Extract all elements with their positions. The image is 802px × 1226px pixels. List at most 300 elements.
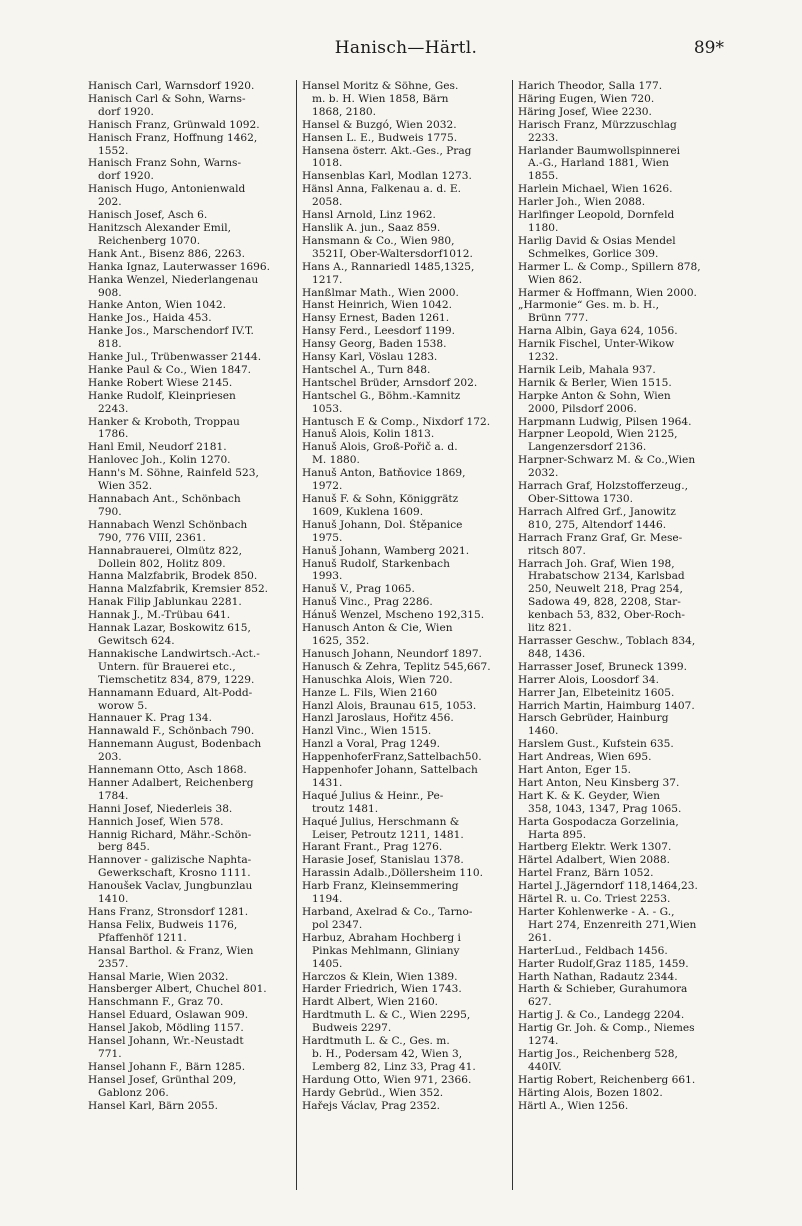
entry-continuation-line: Gewitsch 624. — [98, 634, 175, 647]
entry-line: Hannemann Otto, Asch 1868. — [88, 764, 247, 777]
directory-entry — [518, 364, 724, 377]
entry-line: Hanitzsch Alexander Emil, — [88, 221, 231, 234]
directory-entry — [88, 377, 292, 390]
entry-line: Hartel Franz, Bärn 1052. — [518, 867, 654, 880]
directory-entry — [302, 880, 508, 906]
directory-entry — [518, 287, 724, 300]
directory-entry — [88, 829, 292, 855]
directory-entry — [88, 183, 292, 209]
directory-entry — [302, 596, 508, 609]
directory-entry — [88, 390, 292, 416]
entry-continuation-line: Schmelkes, Gorlice 309. — [528, 247, 659, 260]
entry-continuation-line: b. H., Podersam 42, Wien 3, — [312, 1047, 463, 1060]
entry-line: Hansy Georg, Baden 1538. — [302, 338, 447, 351]
entry-line: Hanak Filip Jablunkau 2281. — [88, 596, 242, 609]
directory-entry — [518, 867, 724, 880]
directory-entry — [302, 519, 508, 545]
entry-line: Hansmann & Co., Wien 980, — [302, 234, 455, 247]
entry-continuation-line: 790. — [98, 505, 122, 518]
entry-line: Harter Kohlenwerke - A. - G., — [518, 906, 675, 918]
entry-continuation-line: Harta 895. — [528, 828, 587, 841]
entry-line: Hanslik A. jun., Saaz 859. — [302, 221, 441, 234]
entry-continuation-line: Leiser, Petroutz 1211, 1481. — [312, 828, 464, 841]
entry-continuation-line: 1786. — [98, 428, 129, 441]
entry-line: Hanßlmar Math., Wien 2000. — [302, 286, 459, 299]
directory-entry — [88, 1061, 292, 1074]
entry-continuation-line: 2058. — [312, 196, 343, 209]
entry-line: Hardtmuth L. & C., Ges. m. — [302, 1035, 450, 1048]
entry-line: Härting Alois, Bozen 1802. — [518, 1086, 663, 1099]
directory-entry — [518, 209, 724, 235]
entry-line: Hansel Jakob, Mödling 1157. — [88, 1022, 244, 1035]
entry-continuation-line: 358, 1043, 1347, Prag 1065. — [528, 802, 682, 815]
entry-line: Happenhofer Johann, Sattelbach — [302, 764, 478, 777]
entry-line: Hanzl a Voral, Prag 1249. — [302, 738, 440, 751]
entry-line: Hannabrauerei, Olmütz 822, — [88, 544, 242, 557]
entry-line: Hansel Moritz & Söhne, Ges. — [302, 80, 459, 92]
entry-line: Harich Theodor, Salla 177. — [518, 80, 663, 92]
entry-line: Hansy Karl, Vöslau 1283. — [302, 351, 438, 364]
directory-entry — [302, 145, 508, 171]
directory-entry — [88, 816, 292, 829]
entry-line: Hanke Jos., Haida 453. — [88, 312, 212, 325]
entry-line: Hansal Marie, Wien 2032. — [88, 970, 229, 983]
directory-entry — [302, 119, 508, 132]
directory-entry — [302, 790, 508, 816]
entry-continuation-line: 1993. — [312, 570, 343, 583]
directory-entry — [88, 906, 292, 919]
directory-entry — [88, 854, 292, 880]
entry-continuation-line: Langenzersdorf 2136. — [528, 441, 647, 454]
directory-entry — [88, 570, 292, 583]
entry-line: Hanner Adalbert, Reichenberg — [88, 776, 254, 789]
entry-continuation-line: Reichenberg 1070. — [98, 234, 201, 247]
directory-entry — [302, 583, 508, 596]
entry-continuation-line: dorf 1920. — [98, 105, 154, 118]
entry-continuation-line: 202. — [98, 196, 122, 209]
entry-line: Hanke Rudolf, Kleinpriesen — [88, 389, 236, 402]
directory-entry — [88, 609, 292, 622]
entry-continuation-line: ritsch 807. — [528, 544, 586, 557]
directory-entry — [518, 93, 724, 106]
directory-entry — [302, 816, 508, 842]
directory-entry — [88, 919, 292, 945]
entry-continuation-line: Ober-Sittowa 1730. — [528, 493, 633, 505]
entry-line: „Harmonie“ Ges. m. b. H., — [518, 299, 659, 312]
entry-line: Hanna Malzfabrik, Kremsier 852. — [88, 583, 269, 596]
directory-entry — [518, 764, 724, 777]
directory-entry — [302, 338, 508, 351]
entry-line: Harrach Alfred Grf., Janowitz — [518, 505, 676, 518]
directory-entry — [518, 428, 724, 454]
entry-line: Harpmann Ludwig, Pilsen 1964. — [518, 415, 692, 428]
entry-continuation-line: 203. — [98, 751, 122, 764]
page-header — [88, 38, 724, 66]
directory-entry — [518, 390, 724, 416]
directory-entry — [302, 390, 508, 416]
directory-entry — [302, 1009, 508, 1035]
entry-line: Hanl Emil, Neudorf 2181. — [88, 441, 227, 454]
directory-entry — [88, 1074, 292, 1100]
directory-entry — [302, 132, 508, 145]
entry-line: Harsch Gebrüder, Hainburg — [518, 712, 669, 725]
directory-entry — [88, 454, 292, 467]
entry-continuation-line: Brünn 777. — [528, 312, 589, 325]
directory-entry — [302, 428, 508, 441]
directory-entry — [302, 700, 508, 713]
entry-line: Hanisch Hugo, Antonienwald — [88, 183, 246, 196]
directory-entry — [88, 157, 292, 183]
directory-entry — [88, 119, 292, 132]
entry-continuation-line: 1217. — [312, 273, 343, 286]
entry-line: Hansel & Buzgó, Wien 2032. — [302, 118, 457, 131]
entry-line: Harasie Josef, Stanislau 1378. — [302, 854, 464, 867]
directory-entry — [518, 1100, 724, 1113]
entry-line: Hannover - galizische Naphta- — [88, 854, 252, 867]
entry-line: Hanuš Johann, Dol. Štěpanice — [302, 518, 463, 531]
directory-entry — [518, 751, 724, 764]
column-divider — [296, 80, 297, 1190]
directory-entry — [518, 983, 724, 1009]
directory-entry — [518, 299, 724, 325]
directory-entry — [302, 764, 508, 790]
directory-entry — [88, 945, 292, 971]
directory-entry — [302, 609, 508, 622]
entry-line: Hans Franz, Stronsdorf 1281. — [88, 906, 249, 918]
directory-entry — [88, 325, 292, 351]
directory-columns — [88, 80, 724, 1200]
entry-line: Hansel Josef, Grünthal 209, — [88, 1073, 237, 1086]
entry-line: Harmer L. & Comp., Spillern 878, — [518, 260, 701, 273]
directory-entry — [302, 351, 508, 364]
column-divider — [512, 80, 513, 1190]
entry-line: Hann's M. Söhne, Rainfeld 523, — [88, 467, 259, 480]
entry-line: Hanisch Franz, Grünwald 1092. — [88, 118, 260, 131]
directory-entry — [302, 222, 508, 235]
directory-entry — [518, 80, 724, 93]
entry-line: Harth Nathan, Radautz 2344. — [518, 970, 678, 983]
directory-entry — [88, 983, 292, 996]
directory-entry — [88, 364, 292, 377]
page-number: 89* — [693, 38, 724, 58]
entry-line: Harrich Martin, Haimburg 1407. — [518, 699, 695, 712]
entry-line: Hartig Gr. Joh. & Comp., Niemes — [518, 1022, 695, 1035]
entry-line: Hannakische Landwirtsch.-Act.- — [88, 647, 260, 660]
entry-continuation-line: Dollein 802, Holitz 809. — [98, 557, 226, 570]
directory-column-3 — [518, 80, 724, 1188]
directory-entry — [518, 1048, 724, 1074]
entry-continuation-line: 2000, Pilsdorf 2006. — [528, 402, 637, 415]
entry-line: Hansberger Albert, Chuchel 801. — [88, 983, 267, 996]
entry-continuation-line: m. b. H. Wien 1858, Bärn — [312, 92, 449, 105]
entry-line: Härtel R. u. Co. Triest 2253. — [518, 893, 671, 906]
entry-line: Hansa Felix, Budweis 1176, — [88, 918, 238, 931]
entry-line: Hansel Eduard, Oslawan 909. — [88, 1009, 249, 1022]
entry-line: Hanzl Jaroslaus, Hořitz 456. — [302, 712, 454, 725]
directory-entry — [88, 764, 292, 777]
entry-line: Hanuš Johann, Wamberg 2021. — [302, 544, 470, 557]
directory-entry — [518, 454, 724, 480]
entry-line: Hanuš F. & Sohn, Königgrätz — [302, 493, 459, 505]
entry-line: Harband, Axelrad & Co., Tarno- — [302, 906, 473, 918]
directory-entry — [88, 93, 292, 119]
directory-entry — [88, 622, 292, 648]
directory-entry — [518, 738, 724, 751]
directory-entry — [88, 971, 292, 984]
entry-continuation-line: M. 1880. — [312, 454, 360, 467]
entry-continuation-line: worow 5. — [98, 699, 148, 712]
directory-entry — [302, 1074, 508, 1087]
entry-line: Hansl Arnold, Linz 1962. — [302, 209, 436, 222]
entry-line: Hart K. & K. Geyder, Wien — [518, 789, 660, 802]
entry-continuation-line: 848, 1436. — [528, 647, 586, 660]
directory-entry — [302, 312, 508, 325]
entry-line: Harczos & Klein, Wien 1389. — [302, 970, 458, 983]
entry-continuation-line: Wien 352. — [98, 480, 153, 493]
directory-entry — [302, 364, 508, 377]
entry-line: Hannich Josef, Wien 578. — [88, 815, 224, 828]
entry-continuation-line: 1180. — [528, 221, 559, 234]
directory-entry — [518, 700, 724, 713]
entry-continuation-line: 1975. — [312, 531, 343, 544]
entry-continuation-line: Pfaffenhöf 1211. — [98, 931, 187, 944]
directory-entry — [302, 183, 508, 209]
entry-line: Hannak Lazar, Boskowitz 615, — [88, 622, 251, 635]
entry-line: Hansel Johann, Wr.-Neustadt — [88, 1035, 244, 1048]
entry-continuation-line: 250, Neuwelt 218, Prag 254, — [528, 583, 683, 596]
directory-entry — [518, 261, 724, 287]
directory-column-2 — [302, 80, 508, 1188]
directory-entry — [518, 880, 724, 893]
entry-line: Hanker & Kroboth, Troppau — [88, 415, 240, 428]
directory-entry — [302, 751, 508, 764]
entry-continuation-line: Hrabatschow 2134, Karlsbad — [528, 570, 685, 583]
entry-line: Hanschmann F., Graz 70. — [88, 996, 224, 1009]
entry-line: Hanke Jul., Trübenwasser 2144. — [88, 351, 262, 364]
directory-entry — [518, 532, 724, 558]
directory-entry — [88, 248, 292, 261]
entry-continuation-line: 1053. — [312, 402, 343, 415]
entry-line: Hannig Richard, Mähr.-Schön- — [88, 828, 252, 841]
entry-line: Hartig J. & Co., Landegg 2204. — [518, 1009, 685, 1022]
entry-line: Hans A., Rannariedl 1485,1325, — [302, 260, 475, 273]
directory-entry — [302, 687, 508, 700]
entry-line: Harler Joh., Wien 2088. — [518, 196, 646, 209]
entry-line: Harpke Anton & Sohn, Wien — [518, 389, 671, 402]
entry-line: Harbuz, Abraham Hochberg i — [302, 931, 461, 944]
directory-entry — [302, 983, 508, 996]
entry-continuation-line: Gewerkschaft, Krosno 1111. — [98, 867, 251, 880]
directory-entry — [302, 932, 508, 971]
directory-entry — [88, 80, 292, 93]
directory-entry — [88, 803, 292, 816]
entry-line: Harth & Schieber, Gurahumora — [518, 983, 688, 996]
entry-line: Harisch Franz, Mürzzuschlag — [518, 118, 677, 131]
directory-entry — [88, 1100, 292, 1113]
entry-continuation-line: dorf 1920. — [98, 170, 154, 183]
directory-entry — [88, 1009, 292, 1022]
directory-entry — [518, 712, 724, 738]
directory-entry — [88, 132, 292, 158]
entry-line: Harna Albin, Gaya 624, 1056. — [518, 325, 678, 338]
entry-continuation-line: Sadowa 49, 828, 2208, Star- — [528, 596, 681, 609]
entry-line: Hardy Gebrüd., Wien 352. — [302, 1086, 444, 1099]
entry-continuation-line: 627. — [528, 996, 552, 1009]
entry-line: Hanke Paul & Co., Wien 1847. — [88, 363, 252, 376]
directory-entry — [518, 1074, 724, 1087]
entry-continuation-line: Untern. für Brauerei etc., — [98, 660, 236, 673]
directory-entry — [518, 687, 724, 700]
entry-line: Hanuschka Alois, Wien 720. — [302, 673, 453, 686]
entry-line: Harrer Jan, Elbeteinitz 1605. — [518, 686, 675, 699]
entry-line: Hansenblas Karl, Modlan 1273. — [302, 170, 472, 183]
entry-line: Harta Gospodacza Gorzelinia, — [518, 815, 679, 828]
entry-line: Hansy Ferd., Leesdorf 1199. — [302, 325, 456, 338]
entry-line: Hansel Karl, Bärn 2055. — [88, 1099, 218, 1112]
entry-line: Harb Franz, Kleinsemmering — [302, 880, 459, 893]
entry-line: Hansel Johann F., Bärn 1285. — [88, 1060, 246, 1073]
entry-continuation-line: 1460. — [528, 725, 559, 738]
directory-entry — [88, 687, 292, 713]
entry-continuation-line: Pinkas Mehlmann, Gliniany — [312, 944, 460, 957]
entry-line: Hantschel G., Böhm.-Kamnitz — [302, 389, 461, 402]
directory-entry — [88, 209, 292, 222]
entry-line: Hansy Ernest, Baden 1261. — [302, 312, 450, 325]
entry-line: Hanka Ignaz, Lauterwasser 1696. — [88, 260, 270, 273]
directory-entry — [88, 261, 292, 274]
entry-line: Harrach Graf, Holzstofferzeug., — [518, 480, 688, 493]
entry-continuation-line: 1194. — [312, 893, 343, 906]
directory-entry — [302, 971, 508, 984]
directory-entry — [302, 170, 508, 183]
entry-line: Hannawald F., Schönbach 790. — [88, 725, 255, 738]
entry-line: Harpner Leopold, Wien 2125, — [518, 428, 678, 441]
directory-entry — [518, 377, 724, 390]
entry-continuation-line: 1625, 352. — [312, 634, 370, 647]
directory-entry — [302, 867, 508, 880]
entry-continuation-line: 1552. — [98, 144, 129, 157]
entry-continuation-line: Wien 862. — [528, 273, 583, 286]
entry-line: Hansal Barthol. & Franz, Wien — [88, 944, 254, 957]
entry-line: Hanuš Anton, Batňovice 1869, — [302, 467, 466, 480]
directory-entry — [88, 880, 292, 906]
directory-entry — [88, 545, 292, 571]
directory-entry — [518, 945, 724, 958]
directory-entry — [302, 325, 508, 338]
directory-entry — [88, 519, 292, 545]
directory-entry — [88, 222, 292, 248]
entry-continuation-line: 1868, 2180. — [312, 105, 377, 118]
entry-line: Hantschel Brüder, Arnsdorf 202. — [302, 376, 478, 389]
entry-line: Hart Andreas, Wien 695. — [518, 751, 652, 764]
directory-entry — [88, 725, 292, 738]
entry-line: Hanke Robert Wiese 2145. — [88, 376, 233, 389]
directory-entry — [518, 841, 724, 854]
entry-line: Hanke Anton, Wien 1042. — [88, 299, 226, 312]
directory-entry — [302, 467, 508, 493]
directory-entry — [518, 183, 724, 196]
directory-entry — [88, 312, 292, 325]
directory-entry — [88, 738, 292, 764]
directory-entry — [302, 441, 508, 467]
entry-line: Harnik & Berler, Wien 1515. — [518, 376, 672, 389]
directory-entry — [302, 1035, 508, 1074]
entry-line: Hánuš Wenzel, Mscheno 192,315. — [302, 609, 485, 622]
entry-continuation-line: 2032. — [528, 467, 559, 480]
entry-line: Hart Anton, Neu Kinsberg 37. — [518, 776, 680, 789]
directory-entry — [88, 648, 292, 687]
directory-entry — [518, 854, 724, 867]
entry-line: Harmer & Hoffmann, Wien 2000. — [518, 286, 697, 299]
entry-line: Hařejs Václav, Prag 2352. — [302, 1099, 441, 1112]
entry-continuation-line: 1232. — [528, 351, 559, 364]
entry-line: Hanisch Carl, Warnsdorf 1920. — [88, 80, 255, 92]
directory-entry — [302, 377, 508, 390]
entry-line: Hanuš Alois, Kolin 1813. — [302, 428, 435, 441]
entry-line: Hantusch E & Comp., Nixdorf 172. — [302, 415, 491, 428]
entry-line: Harlein Michael, Wien 1626. — [518, 183, 673, 196]
entry-line: Hardtmuth L. & C., Wien 2295, — [302, 1009, 471, 1022]
directory-entry — [518, 790, 724, 816]
entry-line: Hannabach Ant., Schönbach — [88, 493, 241, 505]
entry-line: Hank Ant., Bisenz 886, 2263. — [88, 247, 245, 260]
entry-line: Harlfinger Leopold, Dornfeld — [518, 209, 675, 222]
entry-line: Haqué Julius, Herschmann & — [302, 815, 460, 828]
entry-continuation-line: 1855. — [528, 170, 559, 183]
directory-entry — [518, 106, 724, 119]
entry-line: Hanuš Alois, Groß-Pořič a. d. — [302, 441, 458, 454]
entry-line: Harlander Baumwollspinnerei — [518, 144, 681, 157]
directory-entry — [302, 416, 508, 429]
entry-line: Haqué Julius & Heinr., Pe- — [302, 789, 444, 802]
entry-line: Hannamann Eduard, Alt-Podd- — [88, 686, 253, 699]
entry-line: Hanuš Vinc., Prag 2286. — [302, 596, 433, 609]
directory-entry — [88, 299, 292, 312]
entry-line: Hanlovec Joh., Kolin 1270. — [88, 454, 231, 467]
entry-line: Hantschel A., Turn 848. — [302, 363, 431, 376]
entry-line: Hanst Heinrich, Wien 1042. — [302, 299, 452, 312]
entry-line: Hartig Robert, Reichenberg 661. — [518, 1073, 696, 1086]
directory-entry — [302, 854, 508, 867]
entry-line: Hansen L. E., Budweis 1775. — [302, 131, 458, 144]
entry-continuation-line: 1609, Kuklena 1609. — [312, 505, 424, 518]
directory-entry — [518, 1087, 724, 1100]
directory-entry — [88, 596, 292, 609]
directory-entry — [302, 738, 508, 751]
entry-line: Hanusch Johann, Neundorf 1897. — [302, 647, 482, 660]
directory-entry — [518, 480, 724, 506]
directory-entry — [302, 299, 508, 312]
entry-line: Hanisch Franz, Hoffnung 1462, — [88, 131, 258, 144]
entry-line: Harassin Adalb.,Döllersheim 110. — [302, 867, 483, 880]
directory-entry — [518, 416, 724, 429]
entry-continuation-line: kenbach 53, 832, Ober-Roch- — [528, 609, 685, 622]
directory-entry — [518, 558, 724, 635]
entry-line: Hannauer K. Prag 134. — [88, 712, 212, 725]
entry-continuation-line: 2233. — [528, 131, 559, 144]
directory-entry — [88, 777, 292, 803]
directory-entry — [88, 351, 292, 364]
directory-entry — [88, 996, 292, 1009]
directory-entry — [302, 493, 508, 519]
entry-line: Hanisch Carl & Sohn, Warns- — [88, 92, 246, 105]
entry-continuation-line: 2357. — [98, 957, 129, 970]
entry-line: Hannemann August, Bodenbach — [88, 738, 262, 751]
directory-entry — [302, 906, 508, 932]
directory-entry — [518, 893, 724, 906]
entry-continuation-line: 261. — [528, 931, 552, 944]
entry-continuation-line: 3521I, Ober-Waltersdorf1012. — [312, 247, 473, 260]
